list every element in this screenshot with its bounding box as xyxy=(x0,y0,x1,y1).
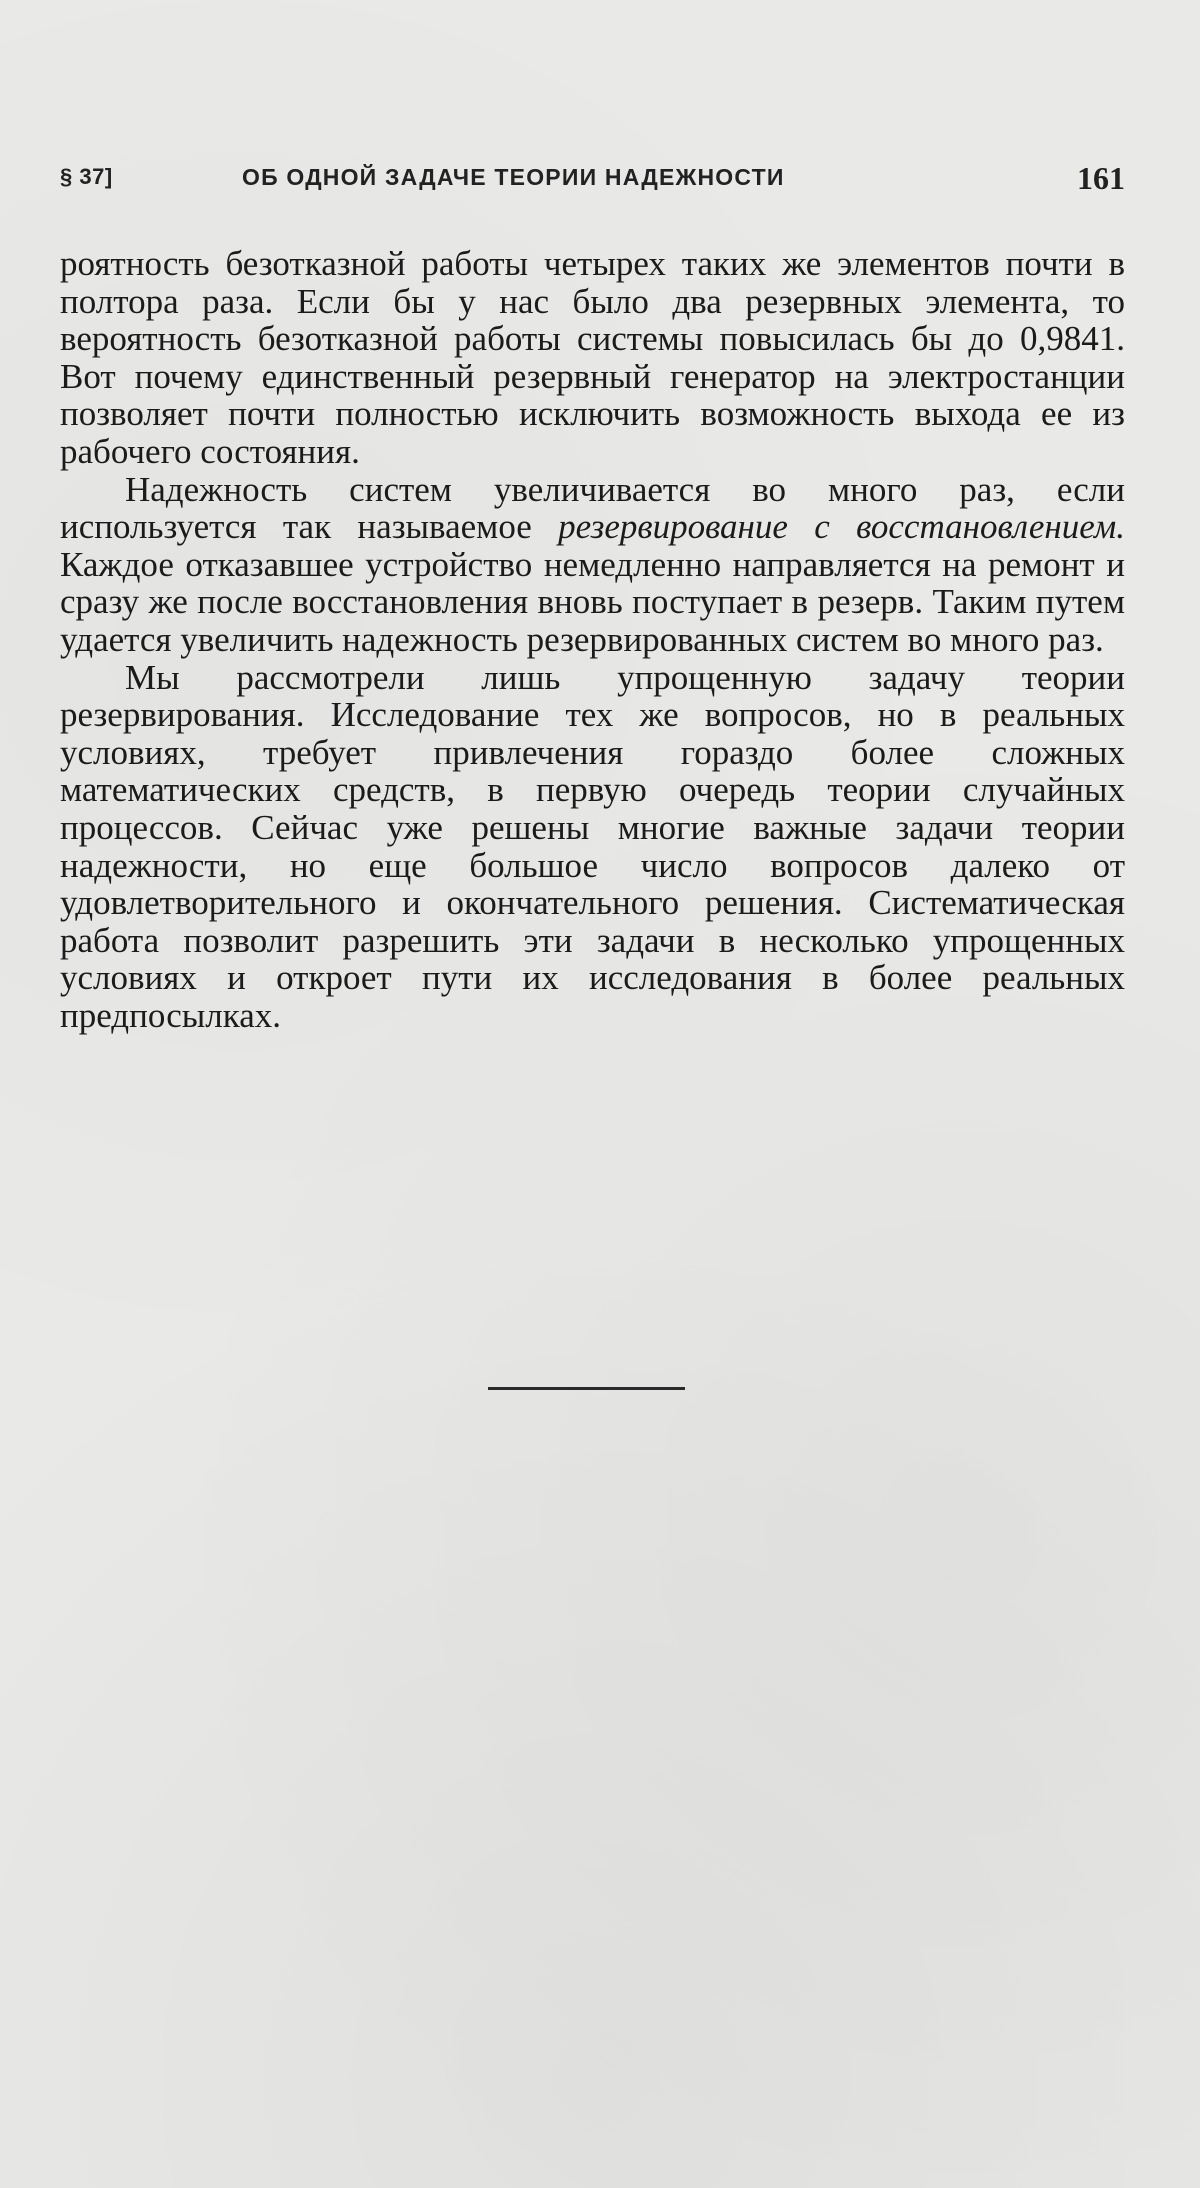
paragraph-text-before: Надежность систем увеличивается во много раз, если используется так называемое xyxy=(60,469,1125,547)
running-header xyxy=(60,160,1125,200)
page-number: 161 xyxy=(1077,160,1125,196)
paragraph-continuation: роятность безотказной работы четырех таких же элементов почти в полтора раза. Если бы у нас было два резервных элемента, то вероятность безотказной работы системы повысилась бы до 0,9841. Вот почему единственный резервный генератор на электростанции позволяет почти полностью исключить возможность выхода ее из рабочего состояния. xyxy=(60,244,1125,471)
paragraph-text-after: Каждое отказавшее устройство немедленно направляется на ремонт и сразу же после восстановления вновь поступает в резерв. Таким путем удается увеличить надежность резервированных систем во много раз. xyxy=(60,544,1125,659)
paragraph-conclusion: Мы рассмотрели лишь упрощенную задачу теории резервирования. Исследование тех же вопросов, но в реальных условиях, требует привлечения гораздо более сложных математических средств, в первую очередь теории случайных процессов. Сейчас уже решены многие важные задачи теории надежности, но еще большое число вопросов далеко от удовлетворительного и окончательного решения. Систематическая работа позволит разрешить эти задачи в несколько упрощенных условиях и откроет пути их исследования в более реальных предпосылках. xyxy=(60,657,1125,1035)
emphasized-term: резервирование с восстановлением. xyxy=(558,507,1125,547)
paragraph-redundancy-with-restoration xyxy=(60,471,1125,659)
end-of-chapter-rule xyxy=(488,1387,685,1390)
body-text xyxy=(60,245,1125,1034)
section-reference: § 37] xyxy=(60,164,113,189)
running-title: ОБ ОДНОЙ ЗАДАЧЕ ТЕОРИИ НАДЕЖНОСТИ xyxy=(242,164,785,190)
